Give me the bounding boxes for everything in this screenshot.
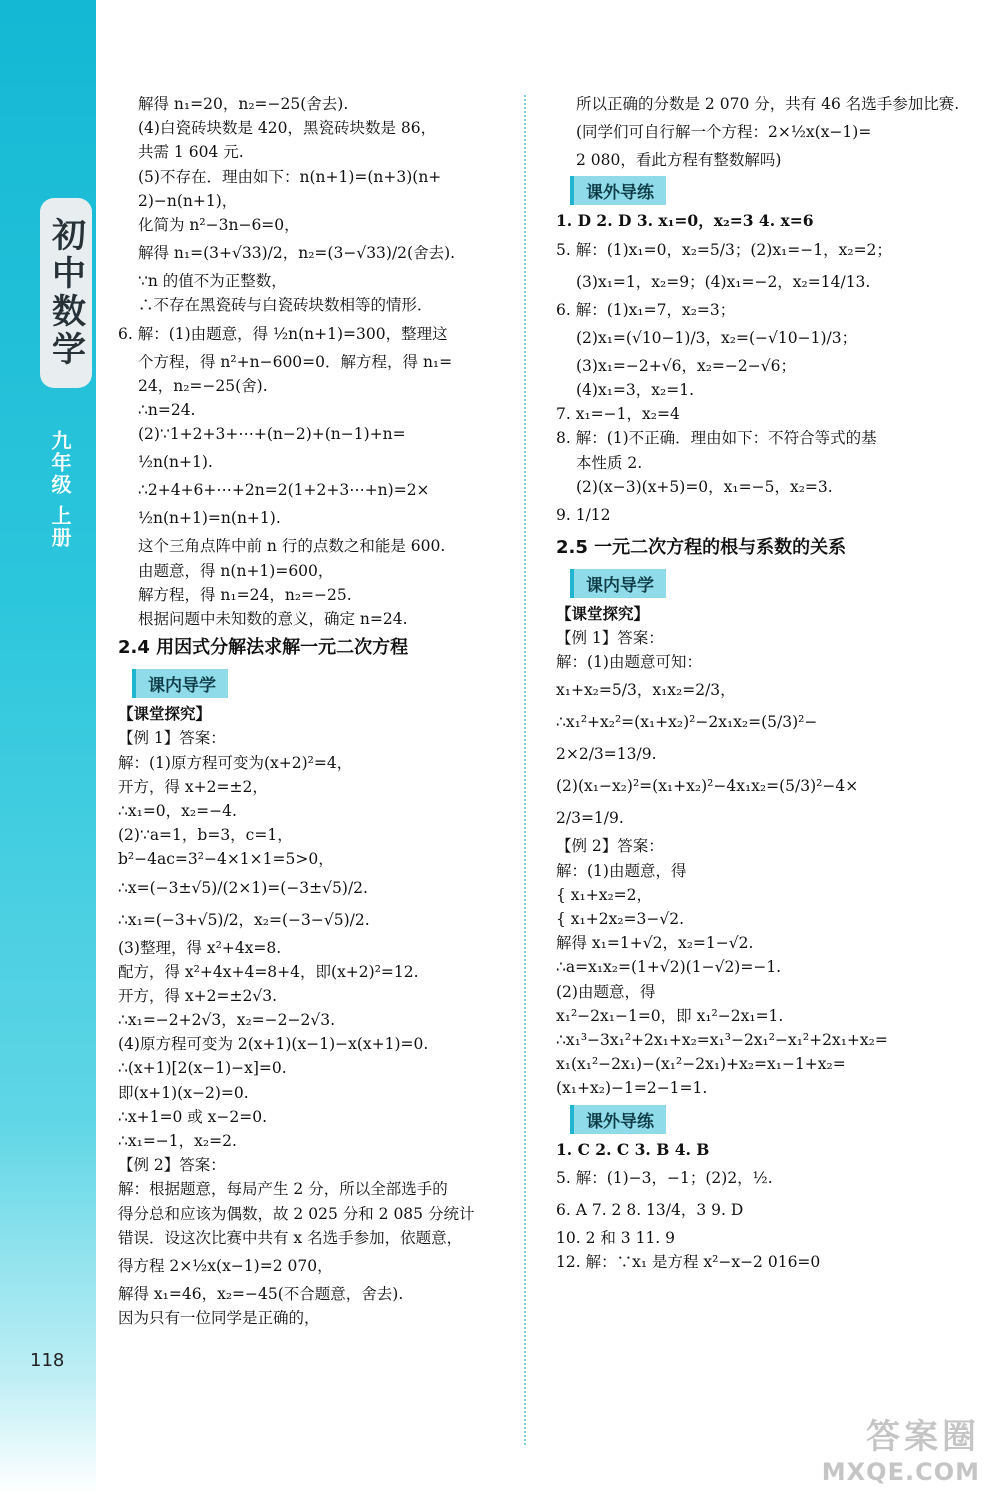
text-line: 2 080，看此方程有整数解吗) xyxy=(576,151,782,170)
text-line: 5. 解：(1)−3，−1；(2)2，½. xyxy=(556,1168,773,1187)
text-line: ∴n=24. xyxy=(138,400,196,419)
book-title: 初中数学 xyxy=(45,217,86,369)
text-line: 2)−n(n+1)， xyxy=(138,191,238,210)
text-line: ∴x₁=−1，x₂=2. xyxy=(118,1132,237,1150)
text-line: 解：(1)原方程可变为(x+2)²=4， xyxy=(118,753,353,772)
text-line: (2)∵a=1，b=3，c=1， xyxy=(118,826,293,845)
text-line: (4)白瓷砖块数是 420，黑瓷砖块数是 86， xyxy=(138,119,437,138)
left-block-1 xyxy=(118,92,514,631)
text-line: 错误．设这次比赛中共有 x 名选手参加，依题意， xyxy=(118,1228,463,1247)
text-line: 因为只有一位同学是正确的， xyxy=(118,1309,320,1328)
text-line: 解得 x₁=46，x₂=−45(不合题意，舍去). xyxy=(118,1284,404,1303)
text-line: 1. C 2. C 3. B 4. B xyxy=(556,1139,710,1159)
text-line: (4)原方程可变为 2(x+1)(x−1)−x(x+1)=0. xyxy=(118,1035,429,1054)
text-line: 【课堂探究】 xyxy=(556,603,650,623)
text-line: 解得 x₁=1+√2，x₂=1−√2. xyxy=(556,934,754,953)
section-title-2-5: 2.5 一元二次方程的根与系数的关系 xyxy=(556,536,847,558)
left-column xyxy=(118,92,514,1330)
text-line: ∴不存在黑瓷砖与白瓷砖块数相等的情形． xyxy=(138,296,433,315)
text-line: 共需 1 604 元. xyxy=(138,143,244,162)
text-line: x₁²−2x₁−1=0，即 x₁²−2x₁=1. xyxy=(556,1006,784,1025)
text-line: 5. 解：(1)x₁=0，x₂=5/3；(2)x₁=−1，x₂=2； xyxy=(556,240,892,259)
text-line: ∴x₁³−3x₁²+2x₁+x₂=x₁³−2x₁²−x₁²+2x₁+x₂= xyxy=(556,1030,888,1049)
text-line: (2)(x−3)(x+5)=0，x₁=−5，x₂=3. xyxy=(576,477,833,496)
page-number: 118 xyxy=(30,1350,65,1371)
text-line: ∴x₁²+x₂²=(x₁+x₂)²−2x₁x₂=(5/3)²− xyxy=(556,713,818,732)
text-line: (x₁+x₂)−1=2−1=1. xyxy=(556,1079,708,1098)
right-block-3 xyxy=(556,602,944,1101)
text-line: 配方，得 x²+4x+4=8+4，即(x+2)²=12. xyxy=(118,962,419,981)
text-line: 24，n₂=−25(舍). xyxy=(138,376,268,395)
text-line: 得分总和应该为偶数，故 2 025 分和 2 085 分统计 xyxy=(118,1204,475,1223)
text-line: (2)x₁=(√10−1)/3，x₂=(−√10−1)/3； xyxy=(576,328,858,347)
text-line: ∵n 的值不为正整数， xyxy=(138,272,287,291)
text-line: 化简为 n²−3n−6=0， xyxy=(138,215,300,234)
text-line: b²−4ac=3²−4×1×1=5>0， xyxy=(118,850,334,869)
text-line: 6. A 7. 2 8. 13/4，3 9. D xyxy=(556,1200,744,1219)
text-line: 解：(1)由题意，得 xyxy=(556,861,687,880)
text-line: 【例 2】答案： xyxy=(556,837,664,856)
tag-after-class-2: 课外导练 xyxy=(570,1105,666,1134)
text-line: x₁(x₁²−2x₁)−(x₁²−2x₁)+x₂=x₁−1+x₂= xyxy=(556,1055,846,1074)
text-line: 根据问题中未知数的意义，确定 n=24. xyxy=(138,610,408,628)
text-line: 解：根据题意，每局产生 2 分，所以全部选手的 xyxy=(118,1180,448,1199)
text-line: 解：(1)由题意可知： xyxy=(556,653,702,672)
text-line: (2)(x₁−x₂)²=(x₁+x₂)²−4x₁x₂=(5/3)²−4× xyxy=(556,777,859,796)
text-line: ½n(n+1)=n(n+1). xyxy=(138,509,281,528)
text-line: 2/3=1/9. xyxy=(556,809,624,828)
text-line: 9. 1/12 xyxy=(556,505,611,524)
right-block-1 xyxy=(556,92,960,172)
text-line: ∴x=(−3±√5)/(2×1)=(−3±√5)/2. xyxy=(118,878,368,897)
text-line: 即(x+1)(x−2)=0. xyxy=(118,1083,249,1102)
tag-in-class-2: 课内导学 xyxy=(570,569,666,598)
tag-after-class-1: 课外导练 xyxy=(570,176,666,205)
text-line: 【例 2】答案： xyxy=(118,1156,226,1175)
text-line: ½n(n+1). xyxy=(138,453,213,472)
sidebar-band xyxy=(0,0,96,1494)
text-line: ∴(x+1)[2(x−1)−x]=0. xyxy=(118,1059,287,1078)
column-divider xyxy=(524,95,526,1445)
text-line: ∴x₁=0，x₂=−4. xyxy=(118,801,237,820)
text-line: (3)整理，得 x²+4x=8. xyxy=(118,938,282,957)
text-line: 解得 n₁=20，n₂=−25(舍去). xyxy=(138,95,349,113)
text-line: (4)x₁=3，x₂=1. xyxy=(576,380,694,399)
text-line: (3)x₁=−2+√6，x₂=−2−√6； xyxy=(576,356,796,375)
text-line: 12. 解：∵x₁ 是方程 x²−x−2 016=0 xyxy=(556,1252,821,1271)
watermark-line-1: 答案圈 xyxy=(866,1417,980,1457)
right-column xyxy=(556,92,960,1274)
text-line: ∴x₁=(−3+√5)/2，x₂=(−3−√5)/2. xyxy=(118,910,370,929)
text-line: 10. 2 和 3 11. 9 xyxy=(556,1228,676,1247)
section-title-2-4: 2.4 用因式分解法求解一元二次方程 xyxy=(118,637,409,659)
left-block-2 xyxy=(118,702,514,1330)
watermark-logo xyxy=(822,1409,980,1486)
text-line: 开方，得 x+2=±2， xyxy=(118,777,268,796)
text-line: 7. x₁=−1，x₂=4 xyxy=(556,405,680,424)
text-line: 1. D 2. D 3. x₁=0，x₂=3 4. x=6 xyxy=(556,211,814,231)
grade-label: 九年级 上册 xyxy=(48,430,72,549)
text-line: 【课堂探究】 xyxy=(118,704,212,724)
right-block-2 xyxy=(556,209,944,531)
text-line: x₁+x₂=5/3，x₁x₂=2/3， xyxy=(556,681,736,700)
text-line: 解得 n₁=(3+√33)/2，n₂=(3−√33)/2(舍去). xyxy=(138,244,456,263)
text-line: 个方程，得 n²+n−600=0．解方程，得 n₁= xyxy=(138,352,453,371)
text-line: ∴a=x₁x₂=(1+√2)(1−√2)=−1. xyxy=(556,958,782,977)
text-line: (同学们可自行解一个方程：2×½x(x−1)= xyxy=(576,123,872,142)
text-line: 6. 解：(1)由题意，得 ½n(n+1)=300，整理这 xyxy=(118,324,448,343)
text-line: 所以正确的分数是 2 070 分，共有 46 名选手参加比赛. xyxy=(576,95,960,113)
text-line: (5)不存在．理由如下：n(n+1)=(n+3)(n+ xyxy=(138,167,442,186)
text-line: 8. 解：(1)不正确．理由如下：不符合等式的基 xyxy=(556,429,877,448)
text-line: 开方，得 x+2=±2√3. xyxy=(118,986,278,1005)
text-line: 由题意，得 n(n+1)=600， xyxy=(138,561,334,580)
text-line: 【例 1】答案： xyxy=(556,629,664,648)
text-line: 6. 解：(1)x₁=7，x₂=3； xyxy=(556,300,736,319)
text-line: 这个三角点阵中前 n 行的点数之和能是 600. xyxy=(138,537,446,556)
text-line: 2×2/3=13/9. xyxy=(556,745,657,764)
tag-in-class-1: 课内导学 xyxy=(132,669,228,698)
book-title-badge xyxy=(40,198,92,388)
text-line: (2)∵1+2+3+⋯+(n−2)+(n−1)+n= xyxy=(138,425,406,444)
text-line: 解方程，得 n₁=24，n₂=−25. xyxy=(138,585,352,604)
text-line: (3)x₁=1，x₂=9；(4)x₁=−2，x₂=14/13. xyxy=(576,272,871,291)
watermark-line-2: MXQE.COM xyxy=(821,1458,980,1486)
right-block-4 xyxy=(556,1138,944,1275)
text-line: ∴x+1=0 或 x−2=0. xyxy=(118,1107,268,1126)
text-line: ∴x₁=−2+2√3，x₂=−2−2√3. xyxy=(118,1011,336,1030)
text-line: { x₁+x₂=2， xyxy=(556,885,653,904)
text-line: ∴2+4+6+⋯+2n=2(1+2+3⋯+n)=2× xyxy=(138,481,430,500)
text-line: 【例 1】答案： xyxy=(118,729,226,748)
text-line: 得方程 2×½x(x−1)=2 070， xyxy=(118,1256,333,1275)
text-line: (2)由题意，得 xyxy=(556,982,656,1001)
text-line: 本性质 2. xyxy=(576,453,643,472)
text-line: { x₁+2x₂=3−√2. xyxy=(556,910,685,928)
